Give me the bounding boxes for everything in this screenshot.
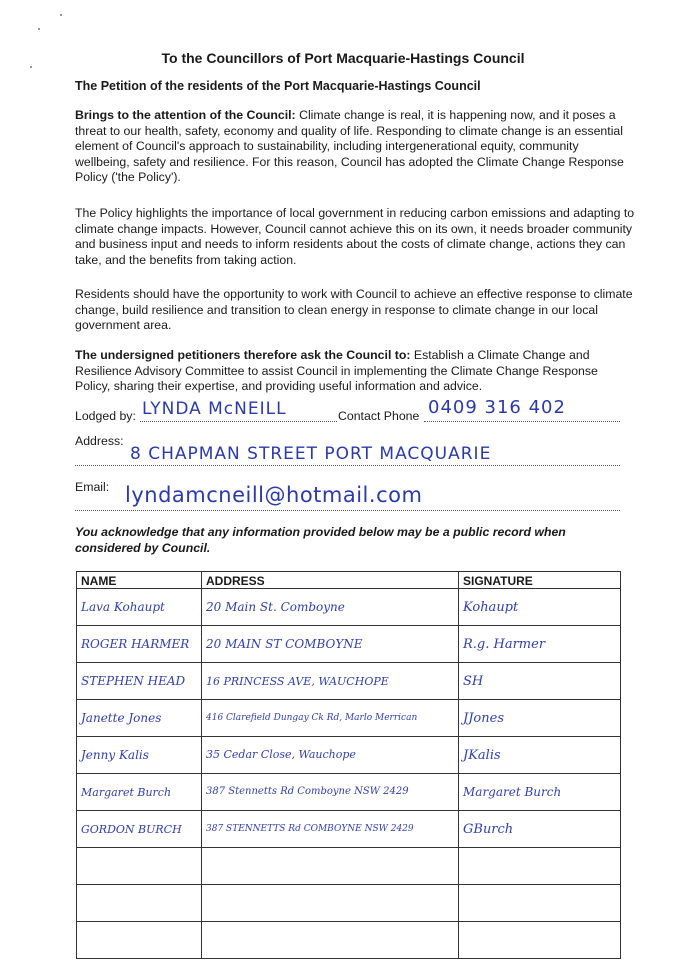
paragraph-4-lead: The undersigned petitioners therefore ask the Council to: (75, 348, 411, 362)
table-row (77, 922, 621, 959)
signature-cell[interactable] (459, 848, 621, 885)
name-cell[interactable]: Margaret Burch (77, 774, 202, 811)
column-header-name: NAME (77, 572, 202, 589)
address-cell[interactable]: 387 STENNETTS Rd COMBOYNE NSW 2429 (202, 811, 459, 848)
signature-table (76, 571, 621, 959)
signature-cell[interactable] (459, 922, 621, 959)
signature-cell[interactable]: GBurch (459, 811, 621, 848)
name-cell[interactable] (77, 922, 202, 959)
address-cell[interactable]: 20 Main St. Comboyne (202, 589, 459, 626)
address-cell[interactable]: 387 Stennetts Rd Comboyne NSW 2429 (202, 774, 459, 811)
column-header-signature: SIGNATURE (459, 572, 621, 589)
petition-subtitle: The Petition of the residents of the Port Macquarie-Hastings Council (75, 79, 481, 93)
table-row (77, 589, 621, 626)
scan-speck (38, 28, 40, 30)
address-cell[interactable]: 16 PRINCESS AVE, WAUCHOPE (202, 663, 459, 700)
table-row (77, 848, 621, 885)
table-header-row (77, 572, 621, 589)
address-cell[interactable] (202, 885, 459, 922)
paragraph-3: Residents should have the opportunity to work with Council to achieve an effective response to climate change, build resilience and transition to clean energy in response to climate change in our local government area. (75, 287, 633, 333)
name-cell[interactable]: Janette Jones (77, 700, 202, 737)
table-row (77, 700, 621, 737)
email-value[interactable]: lyndamcneill@hotmail.com (125, 483, 423, 507)
name-cell[interactable]: ROGER HARMER (77, 626, 202, 663)
lodged-by-label: Lodged by: (75, 409, 136, 423)
signature-cell[interactable]: R.g. Harmer (459, 626, 621, 663)
signature-cell[interactable]: Margaret Burch (459, 774, 621, 811)
paragraph-1 (75, 108, 635, 186)
paragraph-4 (75, 348, 635, 395)
paragraph-1-lead: Brings to the attention of the Council: (75, 108, 296, 122)
lodged-by-line (140, 421, 337, 422)
signature-cell[interactable]: SH (459, 663, 621, 700)
address-value[interactable]: 8 CHAPMAN STREET PORT MACQUARIE (130, 444, 492, 464)
address-line (75, 465, 620, 466)
signature-cell[interactable] (459, 885, 621, 922)
column-header-address: ADDRESS (202, 572, 459, 589)
email-line (75, 510, 620, 511)
table-row (77, 774, 621, 811)
address-cell[interactable]: 416 Clarefield Dungay Ck Rd, Marlo Merrican (202, 700, 459, 737)
name-cell[interactable]: Jenny Kalis (77, 737, 202, 774)
table-row (77, 811, 621, 848)
name-cell[interactable]: GORDON BURCH (77, 811, 202, 848)
lodged-by-value[interactable]: LYNDA McNEILL (142, 399, 287, 419)
address-cell[interactable]: 20 MAIN ST COMBOYNE (202, 626, 459, 663)
contact-phone-value[interactable]: 0409 316 402 (428, 397, 566, 418)
scan-speck (30, 66, 32, 68)
name-cell[interactable]: Lava Kohaupt (77, 589, 202, 626)
signature-cell[interactable]: JJones (459, 700, 621, 737)
contact-phone-label: Contact Phone (338, 409, 420, 423)
address-cell[interactable] (202, 922, 459, 959)
table-row (77, 663, 621, 700)
paragraph-4-text: Establish a Climate Change and Resilience Advisory Committee to assist Council in implementing the Climate Change Response Policy, sharing their expertise, and providing useful information and advice. (75, 348, 598, 394)
signature-cell[interactable]: Kohaupt (459, 589, 621, 626)
address-cell[interactable]: 35 Cedar Close, Wauchope (202, 737, 459, 774)
page-title: To the Councillors of Port Macquarie-Hastings Council (161, 50, 525, 66)
name-cell[interactable]: STEPHEN HEAD (77, 663, 202, 700)
name-cell[interactable] (77, 848, 202, 885)
public-record-notice: You acknowledge that any information provided below may be a public record when considered by Council. (75, 525, 566, 555)
paragraph-1-text: Climate change is real, it is happening now, and it poses a threat to our health, safety, economy and quality of life. Responding to climate change is an essential element of Council's approach to sustainability, including intergenerational equity, community wellbeing, safety and resilience. For this reason, Council has adopted the Climate Change Response Policy ('the Policy'). (75, 108, 624, 185)
paragraph-2: The Policy highlights the importance of local government in reducing carbon emissions and adapting to climate change impacts. However, Council cannot achieve this on its own, it needs broader community and business input and needs to inform residents about the costs of climate change, actions they can take, and the benefits from taking action. (75, 206, 635, 267)
contact-phone-line (424, 421, 620, 422)
email-label: Email: (75, 480, 110, 494)
name-cell[interactable] (77, 885, 202, 922)
table-row (77, 737, 621, 774)
table-row (77, 885, 621, 922)
address-cell[interactable] (202, 848, 459, 885)
table-row (77, 626, 621, 663)
signature-cell[interactable]: JKalis (459, 737, 621, 774)
address-label: Address: (75, 434, 124, 448)
scan-speck (60, 14, 62, 16)
